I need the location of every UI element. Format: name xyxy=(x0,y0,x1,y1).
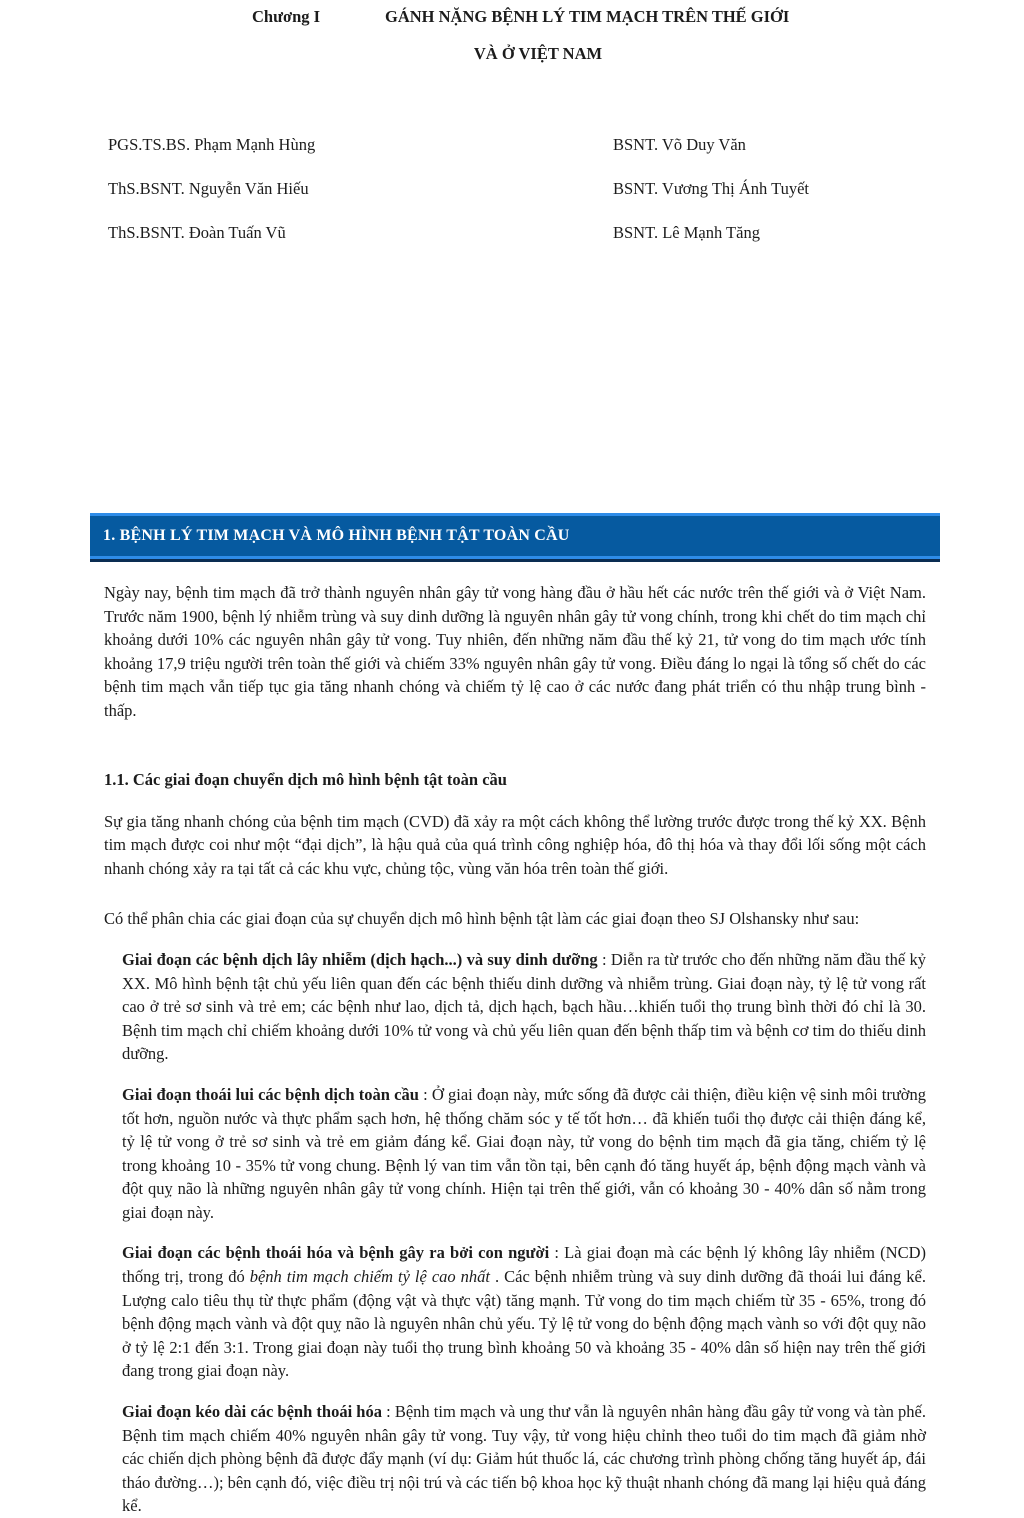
section-heading-label: 1. BỆNH LÝ TIM MẠCH VÀ MÔ HÌNH BỆNH TẬT TOÀN CẦU xyxy=(103,527,570,544)
section-heading-bar xyxy=(90,513,940,559)
author-column-right xyxy=(613,134,809,243)
author-column-left xyxy=(108,134,613,243)
stage-paragraph-2 xyxy=(122,1083,926,1225)
stage-lead: Giai đoạn các bệnh thoái hóa và bệnh gây ra bởi con người xyxy=(122,1243,550,1263)
paragraph-olshansky: Có thể phân chia các giai đoạn của sự chuyển dịch mô hình bệnh tật làm các giai đoạn theo SJ Olshansky như sau: xyxy=(104,909,860,929)
stage-italic: bệnh tim mạch chiếm tỷ lệ cao nhất xyxy=(249,1267,491,1287)
author-name: PGS.TS.BS. Phạm Mạnh Hùng xyxy=(108,135,316,154)
author-name: ThS.BSNT. Nguyễn Văn Hiếu xyxy=(108,179,309,198)
stage-body: : Bệnh tim mạch và ung thư vẫn là nguyên nhân hàng đầu gây tử vong và tàn phế. Bệnh tim mạch chiếm 40% nguyên nhân gây tử vong. Tuy vậy, tử vong hiệu chỉnh theo tuổi do tim mạch đã giảm nhờ các chiến dịch phòng bệnh đã được đẩy mạnh (ví dụ: Giảm hút thuốc lá, các chương trình phòng chống tăng huyết áp, đái tháo đường…); bên cạnh đó, việc điều trị nội trú và các tiến bộ khoa học kỹ thuật nhanh chóng đã mang lại hiệu quả đáng kể. xyxy=(122,1402,926,1516)
stage-lead: Giai đoạn các bệnh dịch lây nhiễm (dịch hạch...) và suy dinh dưỡng xyxy=(122,949,598,969)
stage-body: : Là giai đoạn mà các bệnh lý không lây nhiễm (NCD) thống trị, trong đó xyxy=(122,1243,926,1287)
author-name: BSNT. Lê Mạnh Tăng xyxy=(613,223,760,242)
author-name: ThS.BSNT. Đoàn Tuấn Vũ xyxy=(108,223,286,242)
paragraph-cvd-rise: Sự gia tăng nhanh chóng của bệnh tim mạch (CVD) đã xảy ra một cách không thể lường trước được trong thế kỷ XX. Bệnh tim mạch được coi như một “đại dịch”, là hậu quả của quá trình công nghiệp hóa, đô thị hóa và thay đổi lối sống một cách nhanh chóng xảy ra tại tất cả các khu vực, chủng tộc, vùng văn hóa trên toàn thế giới. xyxy=(104,811,926,878)
stage-paragraph-4 xyxy=(122,1400,926,1518)
stage-paragraph-3 xyxy=(122,1241,926,1383)
author-name: BSNT. Vương Thị Ánh Tuyết xyxy=(613,179,810,198)
subsection-heading: 1.1. Các giai đoạn chuyển dịch mô hình bệnh tật toàn cầu xyxy=(104,769,507,789)
stage-paragraph-1 xyxy=(122,948,926,1066)
title-row xyxy=(252,6,926,27)
chapter-label: Chương I xyxy=(252,7,321,26)
page-title-line1: GÁNH NẶNG BỆNH LÝ TIM MẠCH TRÊN THẾ GIỚI xyxy=(385,7,790,26)
stage-lead: Giai đoạn kéo dài các bệnh thoái hóa xyxy=(122,1402,382,1422)
stage-body: : Diễn ra từ trước cho đến những năm đầu thế kỷ XX. Mô hình bệnh tật chủ yếu liên quan đến các bệnh thiếu dinh dưỡng và nhiễm trùng. Giai đoạn này, tỷ lệ tử vong rất cao ở trẻ sơ sinh và trẻ em; các bệnh như lao, dịch tả, dịch hạch, bạch hầu…khiến tuổi thọ trung bình thời đó chỉ là 30. Bệnh tim mạch chỉ chiếm khoảng dưới 10% tử vong và chủ yếu liên quan đến bệnh thấp tim và bệnh cơ tim do thiếu dinh dưỡng. xyxy=(122,949,926,1064)
author-list xyxy=(104,134,926,243)
stage-body-post: . Các bệnh nhiễm trùng và suy dinh dưỡng đã thoái lui đáng kể. Lượng calo tiêu thụ từ thực phẩm (động vật và thực vật) tăng mạnh. Tử vong do tim mạch chiếm từ 35 - 65%, trong đó bệnh động mạch vành và đột quỵ não là nguyên nhân chủ yếu. Tỷ lệ tử vong do bệnh động mạch vành so với đột quỵ não ở tỷ lệ 2:1 đến 3:1. Trong giai đoạn này tuổi thọ trung bình khoảng 50 và khoảng 35 - 40% dân số hiện nay trên thế giới đang trong giai đoạn này. xyxy=(122,1267,926,1381)
stage-body: : Ở giai đoạn này, mức sống đã được cải thiện, điều kiện vệ sinh môi trường tốt hơn, nguồn nước và thực phẩm sạch hơn, hệ thống chăm sóc y tế tốt hơn… đã khiến tuổi thọ được cải thiện đáng kể, tỷ lệ tử vong ở trẻ sơ sinh và trẻ em giảm đáng kể. Giai đoạn này, tử vong do bệnh tim mạch đã gia tăng, chiếm tỷ lệ trong khoảng 10 - 35% tử vong chung. Bệnh lý van tim vẫn tồn tại, bên cạnh đó tăng huyết áp, bệnh động mạch vành và đột quỵ não là những nguyên nhân gây tử vong chính. Hiện tại trên thế giới, vẫn có khoảng 30 - 40% dân số nằm trong giai đoạn này. xyxy=(122,1084,926,1222)
author-name: BSNT. Võ Duy Văn xyxy=(613,135,746,154)
stage-list xyxy=(104,948,926,1518)
stage-lead: Giai đoạn thoái lui các bệnh dịch toàn cầu xyxy=(122,1084,419,1104)
intro-paragraph: Ngày nay, bệnh tim mạch đã trở thành nguyên nhân gây tử vong hàng đầu ở hầu hết các nước trên thế giới và ở Việt Nam. Trước năm 1900, bệnh lý nhiễm trùng và suy dinh dưỡng là nguyên nhân gây tử vong chính, trong khi chết do tim mạch chỉ khoảng dưới 10% các nguyên nhân gây tử vong. Tuy nhiên, đến những năm đầu thế kỷ 21, tử vong do tim mạch ước tính khoảng 17,9 triệu người trên toàn thế giới và chiếm 33% nguyên nhân gây tử vong. Điều đáng lo ngại là tổng số chết do các bệnh tim mạch vẫn tiếp tục gia tăng nhanh chóng và chiếm tỷ lệ cao ở các nước đang phát triển có thu nhập trung bình - thấp. xyxy=(104,583,926,720)
document-header xyxy=(104,6,926,64)
page-title-line2: VÀ Ở VIỆT NAM xyxy=(473,44,603,63)
